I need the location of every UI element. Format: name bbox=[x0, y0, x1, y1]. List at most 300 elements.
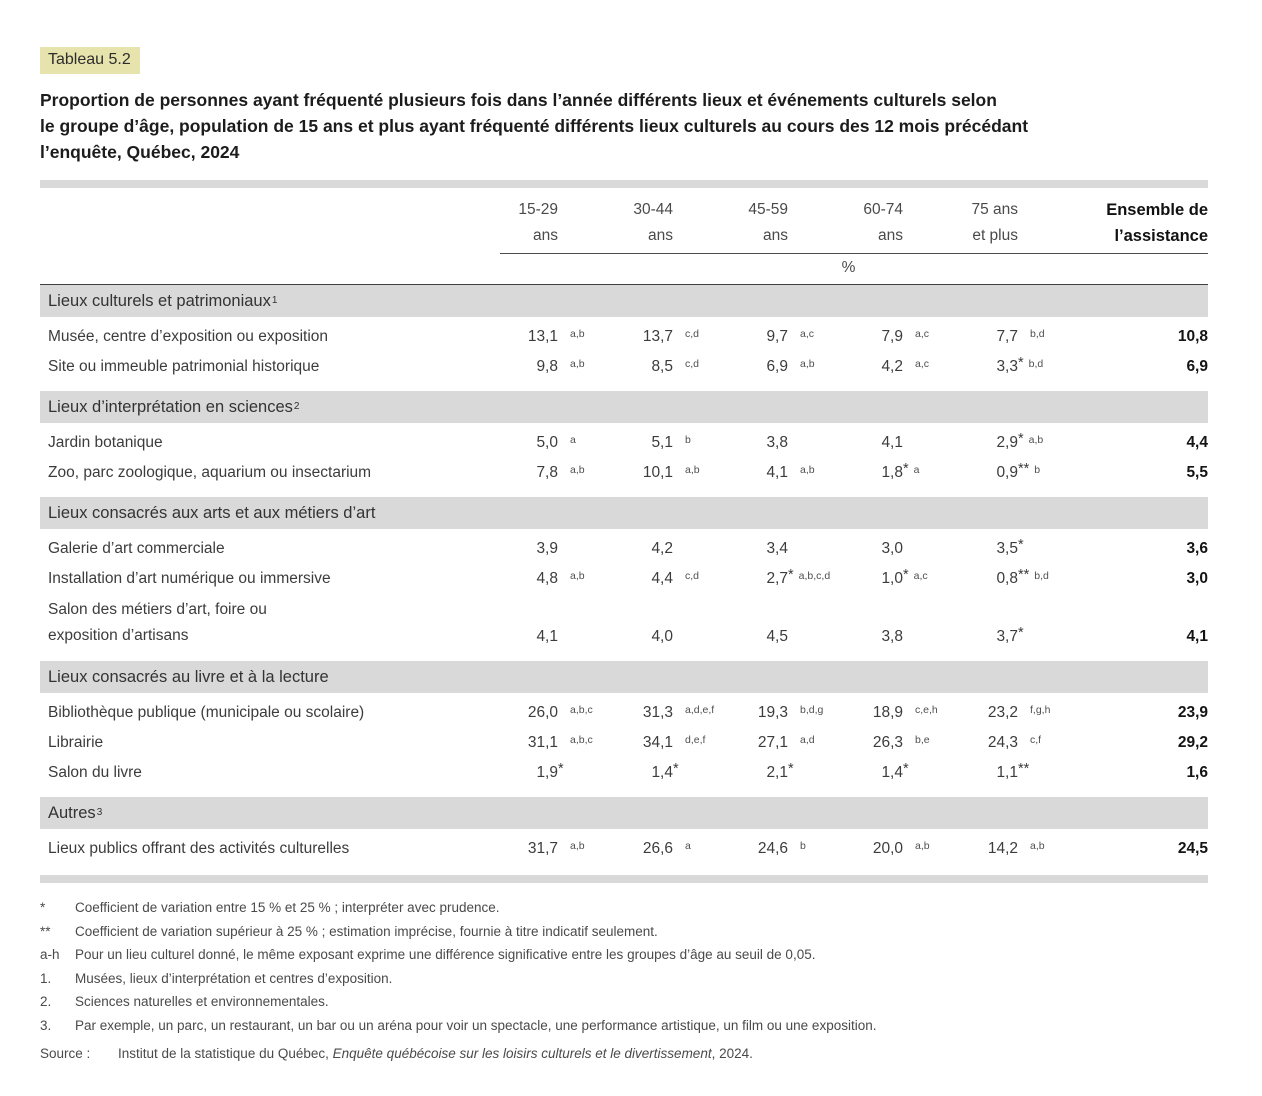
cell-value: 0,9 bbox=[996, 464, 1018, 481]
footnote-marker: * bbox=[40, 900, 46, 915]
cell-value: 6,9 bbox=[766, 358, 788, 375]
cell-value: 4,1 bbox=[536, 628, 558, 645]
value-cell bbox=[834, 352, 949, 382]
table-row bbox=[40, 834, 1208, 864]
cell-value: 31,1 bbox=[527, 734, 558, 751]
row-label-line2: exposition d’artisans bbox=[48, 627, 189, 644]
significance-letters: a,b bbox=[915, 840, 930, 852]
row-label-line1: Salon des métiers d’art, foire ou bbox=[48, 601, 267, 618]
significance-letters: b,d bbox=[1028, 358, 1044, 370]
significance-letters: a bbox=[570, 434, 576, 446]
footnote bbox=[40, 896, 1208, 920]
significance-letters: a,b,c bbox=[570, 734, 593, 746]
value-cell bbox=[719, 352, 834, 382]
footnote-marker: 2. bbox=[40, 994, 52, 1009]
column-header-75-ans-et-plus bbox=[949, 197, 1064, 249]
section-rows bbox=[40, 693, 1208, 797]
cv-asterisk-marker: * bbox=[1018, 625, 1024, 641]
cell-value: 1,0 bbox=[881, 570, 903, 587]
cell-value: 7,7 bbox=[996, 328, 1018, 345]
value-cell bbox=[604, 352, 719, 382]
statistics-table bbox=[40, 180, 1208, 883]
significance-letters: a,c bbox=[915, 328, 930, 340]
cell-value: 1,9 bbox=[536, 764, 558, 781]
significance-letters: a,b bbox=[570, 358, 585, 370]
cell-value: 3,8 bbox=[881, 628, 903, 645]
column-header-line2: ans bbox=[878, 227, 903, 244]
cv-asterisk-marker: * bbox=[1018, 431, 1024, 447]
significance-letters: a bbox=[913, 464, 920, 476]
cell-value: 2,9 bbox=[996, 434, 1018, 451]
cell-value: 1,4 bbox=[881, 764, 903, 781]
cell-value: 3,9 bbox=[536, 540, 558, 557]
value-cell bbox=[719, 428, 834, 458]
cell-value: 13,7 bbox=[642, 328, 673, 345]
significance-letters: c,e,h bbox=[915, 704, 938, 716]
cell-annotations bbox=[903, 728, 949, 758]
cell-annotations bbox=[673, 834, 719, 864]
cell-annotations bbox=[903, 834, 949, 864]
table-number-chip: Tableau 5.2 bbox=[40, 47, 140, 74]
cell-annotations bbox=[903, 458, 949, 488]
cell-annotations bbox=[1018, 834, 1064, 864]
cell-value: 9,7 bbox=[766, 328, 788, 345]
cell-annotations bbox=[1018, 698, 1064, 728]
cell-annotations bbox=[673, 728, 719, 758]
row-total: 1,6 bbox=[1186, 764, 1208, 781]
value-cell bbox=[834, 534, 949, 564]
cell-annotations bbox=[673, 564, 719, 594]
cv-asterisk-marker: * bbox=[673, 761, 679, 777]
section-rows bbox=[40, 423, 1208, 497]
significance-letters: b bbox=[1034, 464, 1041, 476]
cv-asterisk-marker: * bbox=[903, 461, 909, 477]
cell-annotations bbox=[558, 622, 604, 652]
significance-letters: b bbox=[800, 840, 806, 852]
value-cell bbox=[834, 564, 949, 594]
cell-annotations bbox=[903, 534, 949, 564]
cell-value: 2,1 bbox=[766, 764, 788, 781]
section-header: Autres 3 bbox=[40, 797, 1208, 829]
footnote-marker: ** bbox=[40, 923, 51, 939]
footnote bbox=[40, 920, 1208, 944]
value-cell bbox=[719, 834, 834, 864]
value-cell bbox=[949, 458, 1064, 488]
cell-value: 3,3 bbox=[996, 358, 1018, 375]
cell-value: 4,2 bbox=[651, 540, 673, 557]
table-title-line-1: Proportion de personnes ayant fréquenté plusieurs fois dans l’année différents lieux et événements culturels selon bbox=[40, 90, 997, 110]
significance-letters: a,b bbox=[570, 570, 585, 582]
cell-annotations bbox=[558, 834, 604, 864]
cv-asterisk-marker: ** bbox=[1018, 761, 1030, 777]
cell-annotations bbox=[903, 322, 949, 352]
source-line bbox=[40, 1042, 1208, 1066]
cell-annotations bbox=[558, 458, 604, 488]
footnote bbox=[40, 967, 1208, 991]
cv-asterisk-marker: * bbox=[788, 761, 794, 777]
cell-value: 7,9 bbox=[881, 328, 903, 345]
column-header-30-44-ans bbox=[604, 197, 719, 249]
significance-letters: b,d bbox=[1034, 570, 1049, 582]
cell-value: 4,5 bbox=[766, 628, 788, 645]
header-spacer bbox=[40, 197, 489, 249]
cv-asterisk-marker: ** bbox=[1018, 567, 1030, 583]
row-total: 4,4 bbox=[1186, 434, 1208, 451]
significance-letters: b,d bbox=[1030, 328, 1045, 340]
cell-value: 26,0 bbox=[527, 704, 558, 721]
source-label: Source : bbox=[40, 1046, 91, 1061]
footnote-text: Coefficient de variation entre 15 % et 25 % ; interpréter avec prudence. bbox=[75, 900, 500, 915]
cell-value: 26,3 bbox=[872, 734, 903, 751]
value-cell bbox=[489, 622, 604, 652]
significance-letters: a,c bbox=[913, 570, 928, 582]
cell-value: 3,5 bbox=[996, 540, 1018, 557]
cell-annotations bbox=[1018, 758, 1064, 788]
significance-letters: a,b bbox=[685, 464, 700, 476]
source-text: Institut de la statistique du Québec, Enquête québécoise sur les loisirs culturels et le divertissement, 2024. bbox=[118, 1046, 753, 1061]
column-header-line1: 60-74 bbox=[863, 201, 903, 218]
value-cell bbox=[949, 352, 1064, 382]
significance-letters: a,b bbox=[570, 464, 585, 476]
footnote-text: Sciences naturelles et environnementales. bbox=[75, 994, 329, 1009]
cell-value: 13,1 bbox=[527, 328, 558, 345]
cell-annotations bbox=[1018, 352, 1064, 382]
cell-annotations bbox=[788, 322, 834, 352]
row-label: Installation d’art numérique ou immersive bbox=[48, 570, 331, 587]
cell-value: 10,1 bbox=[642, 464, 673, 481]
section-rows bbox=[40, 529, 1208, 661]
value-cell bbox=[949, 564, 1064, 594]
column-header-line1: 15-29 bbox=[518, 201, 558, 218]
cell-annotations bbox=[673, 622, 719, 652]
significance-letters: a,b bbox=[1028, 434, 1044, 446]
cell-annotations bbox=[1018, 458, 1064, 488]
cell-annotations bbox=[673, 428, 719, 458]
cell-value: 4,1 bbox=[766, 464, 788, 481]
cell-annotations bbox=[1018, 564, 1064, 594]
section-header bbox=[40, 497, 1208, 529]
row-label: Lieux publics offrant des activités culturelles bbox=[48, 840, 350, 857]
cell-annotations bbox=[788, 428, 834, 458]
cell-annotations bbox=[788, 728, 834, 758]
section-rows bbox=[40, 317, 1208, 391]
footnote bbox=[40, 943, 1208, 967]
unit-label: % bbox=[841, 259, 856, 276]
value-cell bbox=[489, 428, 604, 458]
table-row bbox=[40, 758, 1208, 788]
cell-value: 1,8 bbox=[881, 464, 903, 481]
row-label: Zoo, parc zoologique, aquarium ou insectarium bbox=[48, 464, 372, 481]
table-bottom-band bbox=[40, 875, 1208, 883]
table-row bbox=[40, 534, 1208, 564]
column-header-line2: et plus bbox=[972, 227, 1018, 244]
column-header-line2: ans bbox=[648, 227, 673, 244]
significance-letters: c,f bbox=[1030, 734, 1042, 746]
cell-value: 2,7 bbox=[766, 570, 788, 587]
value-cell bbox=[949, 834, 1064, 864]
cell-value: 0,8 bbox=[996, 570, 1018, 587]
cell-annotations bbox=[903, 758, 949, 788]
cv-asterisk-marker: * bbox=[788, 567, 794, 583]
cell-annotations bbox=[1018, 428, 1064, 458]
cell-annotations bbox=[558, 428, 604, 458]
table-row bbox=[40, 352, 1208, 382]
footnote-text: Par exemple, un parc, un restaurant, un bar ou un aréna pour voir un spectacle, une performance artistique, un film ou une exposition. bbox=[75, 1017, 877, 1033]
value-cell bbox=[604, 564, 719, 594]
section-header: Lieux culturels et patrimoniaux 1 bbox=[40, 285, 1208, 317]
significance-letters: c,d bbox=[685, 570, 700, 582]
value-cell bbox=[719, 622, 834, 652]
row-label: Jardin botanique bbox=[48, 434, 163, 451]
cell-value: 14,2 bbox=[987, 840, 1018, 857]
footnote-marker: a-h bbox=[40, 947, 60, 962]
cell-value: 4,8 bbox=[536, 570, 558, 587]
significance-letters: f,g,h bbox=[1030, 704, 1051, 716]
value-cell bbox=[719, 458, 834, 488]
cell-annotations bbox=[673, 458, 719, 488]
cell-value: 26,6 bbox=[642, 840, 673, 857]
value-cell bbox=[949, 622, 1064, 652]
value-cell bbox=[604, 698, 719, 728]
unit-row bbox=[40, 254, 1208, 284]
value-cell bbox=[604, 322, 719, 352]
value-cell bbox=[834, 728, 949, 758]
value-cell bbox=[719, 322, 834, 352]
column-header-ensemble: Ensemble de l’assistance bbox=[1106, 201, 1208, 245]
table-top-band bbox=[40, 180, 1208, 188]
cv-asterisk-marker: * bbox=[903, 761, 909, 777]
column-header-45-59-ans bbox=[719, 197, 834, 249]
cell-value: 24,6 bbox=[757, 840, 788, 857]
value-cell bbox=[604, 758, 719, 788]
row-label: Site ou immeuble patrimonial historique bbox=[48, 358, 320, 375]
cell-value: 31,3 bbox=[642, 704, 673, 721]
value-cell bbox=[949, 428, 1064, 458]
row-total: 3,0 bbox=[1186, 570, 1208, 587]
cell-annotations bbox=[673, 758, 719, 788]
section-header-label: Autres bbox=[48, 803, 96, 822]
row-label: Musée, centre d’exposition ou exposition bbox=[48, 328, 329, 345]
table-row bbox=[40, 564, 1208, 594]
column-header-line2: ans bbox=[763, 227, 788, 244]
table-row bbox=[40, 322, 1208, 352]
value-cell bbox=[604, 622, 719, 652]
value-cell bbox=[604, 428, 719, 458]
cell-value: 8,5 bbox=[651, 358, 673, 375]
table-row bbox=[40, 428, 1208, 458]
row-total: 6,9 bbox=[1186, 358, 1208, 375]
cell-value: 7,8 bbox=[536, 464, 558, 481]
cv-asterisk-marker: * bbox=[1018, 355, 1024, 371]
cell-annotations bbox=[903, 698, 949, 728]
value-cell bbox=[489, 834, 604, 864]
significance-letters: a,b,c,d bbox=[798, 570, 831, 582]
value-cell bbox=[489, 458, 604, 488]
cell-annotations bbox=[903, 564, 949, 594]
cell-value: 3,0 bbox=[881, 540, 903, 557]
row-total: 24,5 bbox=[1177, 840, 1208, 857]
cell-annotations bbox=[1018, 622, 1064, 652]
section-rows bbox=[40, 829, 1208, 873]
value-cell bbox=[719, 728, 834, 758]
cell-value: 3,4 bbox=[766, 540, 788, 557]
cv-asterisk-marker: * bbox=[903, 567, 909, 583]
row-label: Galerie d’art commerciale bbox=[48, 540, 225, 557]
value-cell bbox=[949, 728, 1064, 758]
footnote-text: Coefficient de variation supérieur à 25 % ; estimation imprécise, fournie à titre indicatif seulement. bbox=[75, 923, 658, 939]
cell-value: 4,1 bbox=[881, 434, 903, 451]
value-cell bbox=[719, 758, 834, 788]
significance-letters: a,c bbox=[915, 358, 930, 370]
cell-value: 20,0 bbox=[872, 840, 903, 857]
value-cell bbox=[489, 352, 604, 382]
value-cell bbox=[719, 564, 834, 594]
row-total: 29,2 bbox=[1177, 734, 1208, 751]
cell-annotations bbox=[558, 534, 604, 564]
significance-letters: a,b bbox=[570, 328, 585, 340]
table-row bbox=[40, 698, 1208, 728]
cell-value: 18,9 bbox=[872, 704, 903, 721]
row-label: Bibliothèque publique (municipale ou scolaire) bbox=[48, 704, 365, 721]
cell-annotations bbox=[673, 534, 719, 564]
cell-annotations bbox=[558, 564, 604, 594]
cell-value: 4,0 bbox=[651, 628, 673, 645]
significance-letters: a,d,e,f bbox=[685, 704, 715, 716]
significance-letters: a,b,c bbox=[570, 704, 593, 716]
value-cell bbox=[834, 622, 949, 652]
value-cell bbox=[604, 458, 719, 488]
cell-annotations bbox=[788, 698, 834, 728]
table-title-line-3: l’enquête, Québec, 2024 bbox=[40, 142, 240, 162]
value-cell bbox=[489, 534, 604, 564]
column-header-line1: 75 ans bbox=[971, 201, 1018, 218]
value-cell bbox=[834, 834, 949, 864]
value-cell bbox=[604, 728, 719, 758]
significance-letters: a,d bbox=[800, 734, 815, 746]
value-cell bbox=[719, 698, 834, 728]
significance-letters: d,e,f bbox=[685, 734, 706, 746]
footnote-marker: 3. bbox=[40, 1017, 52, 1033]
cell-annotations bbox=[788, 758, 834, 788]
significance-letters: a,b bbox=[800, 358, 815, 370]
row-total: 4,1 bbox=[1186, 628, 1208, 645]
section-header-label: Lieux consacrés aux arts et aux métiers d’art bbox=[48, 503, 376, 522]
table-row bbox=[40, 458, 1208, 488]
cell-annotations bbox=[558, 352, 604, 382]
cell-annotations bbox=[788, 564, 834, 594]
significance-letters: a,c bbox=[800, 328, 815, 340]
cv-asterisk-marker: ** bbox=[1018, 461, 1030, 477]
row-total: 5,5 bbox=[1186, 464, 1208, 481]
table-body bbox=[40, 285, 1208, 873]
cv-asterisk-marker: * bbox=[558, 761, 564, 777]
value-cell bbox=[949, 758, 1064, 788]
cell-annotations bbox=[788, 352, 834, 382]
table-title bbox=[40, 87, 1208, 165]
value-cell bbox=[949, 698, 1064, 728]
column-header-15-29-ans bbox=[489, 197, 604, 249]
cell-value: 5,0 bbox=[536, 434, 558, 451]
row-total: 3,6 bbox=[1186, 540, 1208, 557]
footnote bbox=[40, 1014, 1208, 1038]
source-survey-title: Enquête québécoise sur les loisirs culturels et le divertissement bbox=[332, 1046, 712, 1061]
table-header-row bbox=[40, 188, 1208, 249]
value-cell bbox=[949, 322, 1064, 352]
significance-letters: b,e bbox=[915, 734, 930, 746]
value-cell bbox=[834, 458, 949, 488]
cell-annotations bbox=[673, 698, 719, 728]
cell-value: 4,2 bbox=[881, 358, 903, 375]
cell-value: 3,8 bbox=[766, 434, 788, 451]
section-header-label: Lieux culturels et patrimoniaux bbox=[48, 291, 271, 310]
value-cell bbox=[834, 698, 949, 728]
significance-letters: a,b bbox=[1030, 840, 1045, 852]
cell-annotations bbox=[903, 352, 949, 382]
value-cell bbox=[834, 322, 949, 352]
cell-value: 5,1 bbox=[651, 434, 673, 451]
cell-annotations bbox=[788, 534, 834, 564]
section-header: Lieux d’interprétation en sciences 2 bbox=[40, 391, 1208, 423]
cell-value: 19,3 bbox=[757, 704, 788, 721]
value-cell bbox=[489, 322, 604, 352]
row-total: 10,8 bbox=[1177, 328, 1208, 345]
cell-annotations bbox=[903, 428, 949, 458]
column-header-line2: ans bbox=[533, 227, 558, 244]
footnote-text: Musées, lieux d’interprétation et centres d’exposition. bbox=[75, 970, 393, 986]
cell-annotations bbox=[788, 622, 834, 652]
significance-letters: a,b bbox=[800, 464, 815, 476]
footnote-marker: 1. bbox=[40, 970, 52, 986]
cell-value: 1,1 bbox=[996, 764, 1018, 781]
cell-annotations bbox=[558, 728, 604, 758]
value-cell bbox=[604, 834, 719, 864]
footnote-text: Pour un lieu culturel donné, le même exposant exprime une différence significative entre les groupes d’âge au seuil de 0,05. bbox=[75, 947, 816, 962]
cell-annotations bbox=[558, 698, 604, 728]
cell-annotations bbox=[558, 758, 604, 788]
cell-value: 23,2 bbox=[987, 704, 1018, 721]
column-header-60-74-ans bbox=[834, 197, 949, 249]
cell-annotations bbox=[673, 352, 719, 382]
cell-value: 3,7 bbox=[996, 628, 1018, 645]
cell-annotations bbox=[1018, 728, 1064, 758]
cell-value: 31,7 bbox=[527, 840, 558, 857]
section-header-label: Lieux d’interprétation en sciences bbox=[48, 397, 293, 416]
cell-annotations bbox=[1018, 534, 1064, 564]
cell-value: 4,4 bbox=[651, 570, 673, 587]
cell-value: 1,4 bbox=[651, 764, 673, 781]
value-cell bbox=[489, 758, 604, 788]
row-label bbox=[40, 597, 489, 652]
significance-letters: b bbox=[685, 434, 691, 446]
value-cell bbox=[489, 698, 604, 728]
footnotes-block bbox=[40, 896, 1208, 1037]
value-cell bbox=[604, 534, 719, 564]
section-header-label: Lieux consacrés au livre et à la lecture bbox=[48, 667, 329, 686]
value-cell bbox=[949, 534, 1064, 564]
cell-annotations bbox=[788, 458, 834, 488]
significance-letters: c,d bbox=[685, 358, 700, 370]
cell-annotations bbox=[673, 322, 719, 352]
section-header bbox=[40, 661, 1208, 693]
value-cell bbox=[834, 758, 949, 788]
cell-annotations bbox=[903, 622, 949, 652]
column-header-line1: 30-44 bbox=[633, 201, 673, 218]
cell-value: 9,8 bbox=[536, 358, 558, 375]
cell-annotations bbox=[788, 834, 834, 864]
cell-value: 34,1 bbox=[642, 734, 673, 751]
value-cell bbox=[834, 428, 949, 458]
cell-annotations bbox=[558, 322, 604, 352]
